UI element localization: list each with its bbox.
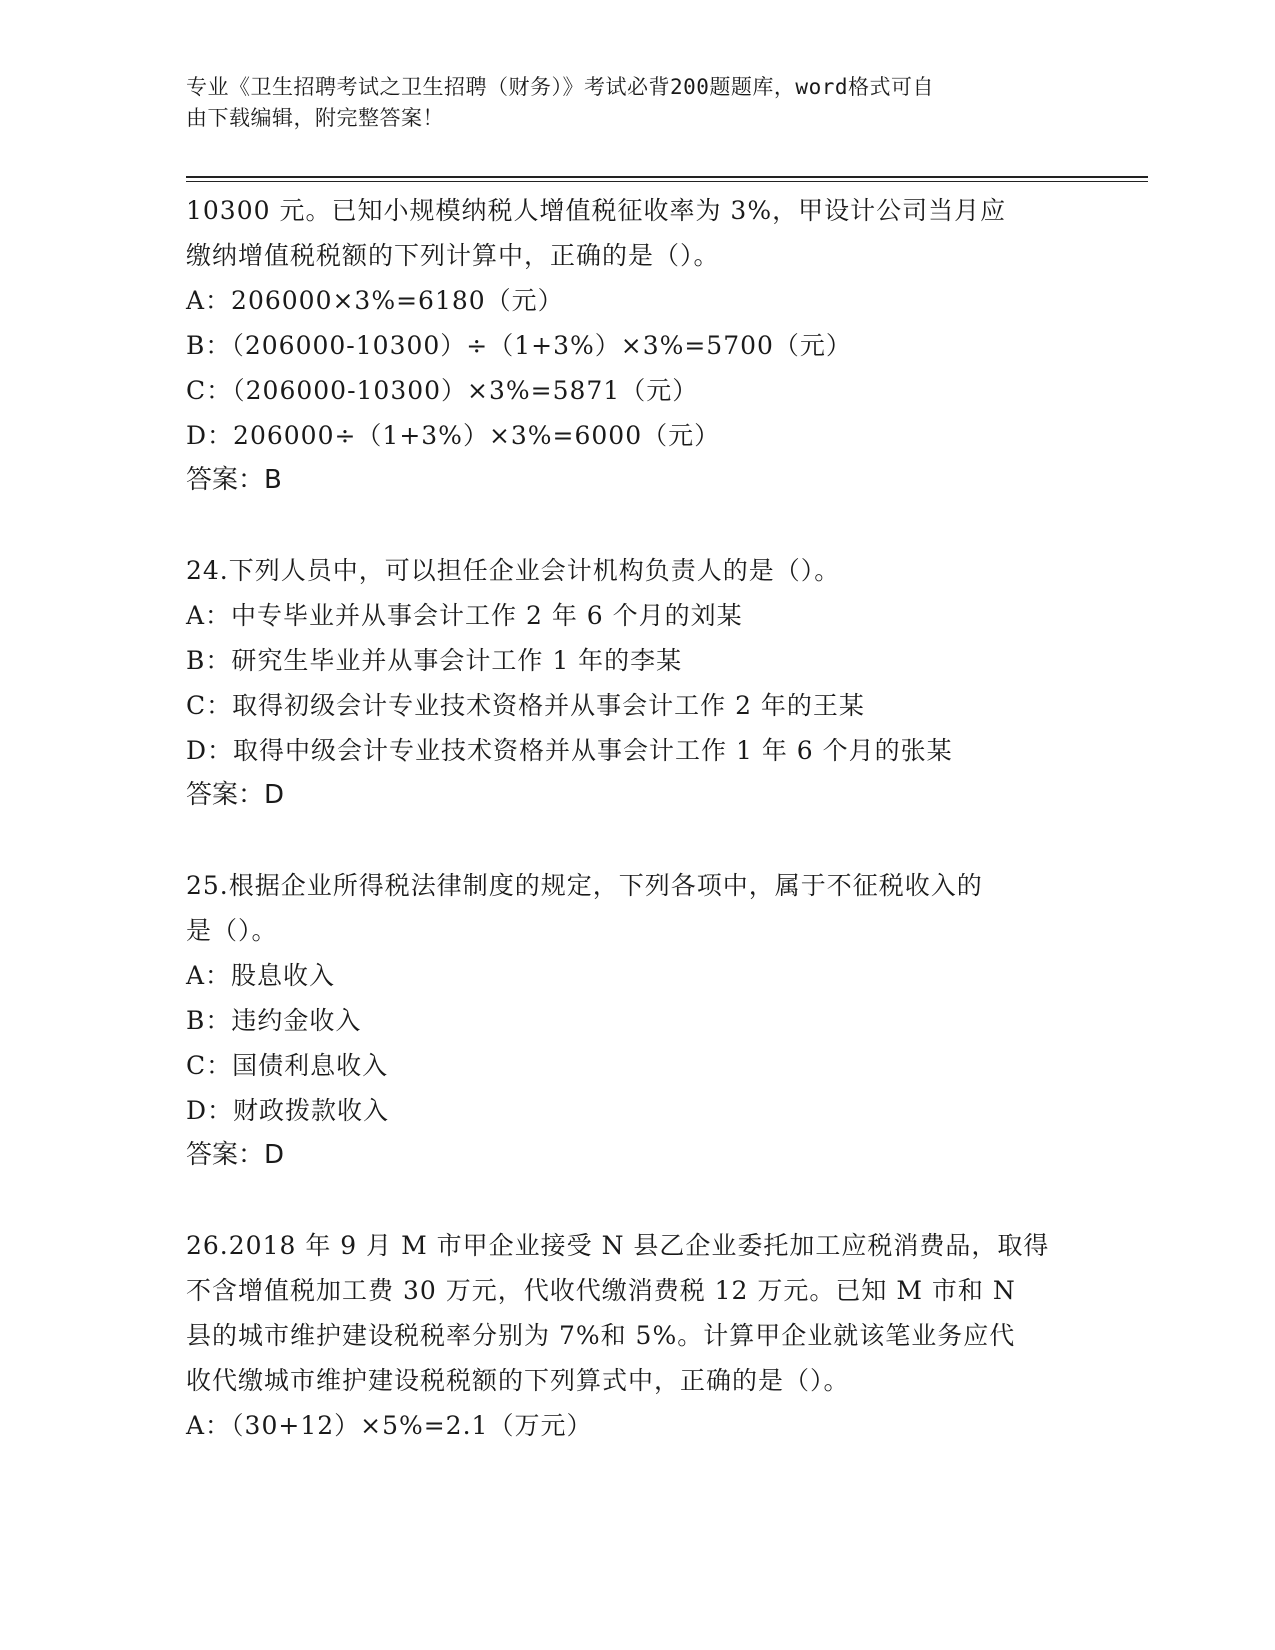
option-c: C：（206000-10300）×3%=5871（元） xyxy=(186,376,699,405)
question-stem: 收代缴城市维护建设税税额的下列算式中，正确的是（）。 xyxy=(186,1366,850,1395)
option-d: D：取得中级会计专业技术资格并从事会计工作 1 年 6 个月的张某 xyxy=(186,736,953,765)
question-stem: 10300 元。已知小规模纳税人增值税征收率为 3%，甲设计公司当月应 xyxy=(186,196,1007,225)
option-b: B：研究生毕业并从事会计工作 1 年的李某 xyxy=(186,646,683,675)
header-divider xyxy=(186,176,1148,182)
question-stem: 26.2018 年 9 月 M 市甲企业接受 N 县乙企业委托加工应税消费品，取得 xyxy=(186,1231,1050,1260)
answer: 答案：D xyxy=(186,1140,285,1170)
question-25 xyxy=(186,863,1086,1178)
question-stem: 不含增值税加工费 30 万元，代收代缴消费税 12 万元。已知 M 市和 N xyxy=(186,1276,1016,1305)
option-b: B：违约金收入 xyxy=(186,1006,362,1035)
option-c: C：国债利息收入 xyxy=(186,1051,389,1080)
header-line-1: 专业《卫生招聘考试之卫生招聘（财务）》考试必背200题题库，word格式可自 xyxy=(186,75,934,99)
option-a: A：（30+12）×5%=2.1（万元） xyxy=(186,1411,593,1440)
option-a: A：股息收入 xyxy=(186,961,336,990)
question-stem: 25.根据企业所得税法律制度的规定，下列各项中，属于不征税收入的 xyxy=(186,871,983,900)
question-26 xyxy=(186,1223,1086,1448)
page-header xyxy=(186,72,1066,134)
answer: 答案：B xyxy=(186,465,282,495)
header-line-2: 由下载编辑，附完整答案！ xyxy=(186,106,444,130)
option-d: D：206000÷（1+3%）×3%=6000（元） xyxy=(186,421,721,450)
option-b: B：（206000-10300）÷（1+3%）×3%=5700（元） xyxy=(186,331,852,360)
question-list xyxy=(186,188,1086,1448)
option-a: A：中专毕业并从事会计工作 2 年 6 个月的刘某 xyxy=(186,601,743,630)
answer: 答案：D xyxy=(186,780,285,810)
question-stem: 县的城市维护建设税税率分别为 7%和 5%。计算甲企业就该笔业务应代 xyxy=(186,1321,1016,1350)
question-stem: 24.下列人员中，可以担任企业会计机构负责人的是（）。 xyxy=(186,556,841,585)
question-23 xyxy=(186,188,1086,503)
option-a: A：206000×3%=6180（元） xyxy=(186,286,564,315)
option-d: D：财政拨款收入 xyxy=(186,1096,390,1125)
question-stem: 是（）。 xyxy=(186,916,278,945)
question-stem: 缴纳增值税税额的下列计算中，正确的是（）。 xyxy=(186,241,720,270)
question-24 xyxy=(186,548,1086,818)
option-c: C：取得初级会计专业技术资格并从事会计工作 2 年的王某 xyxy=(186,691,865,720)
